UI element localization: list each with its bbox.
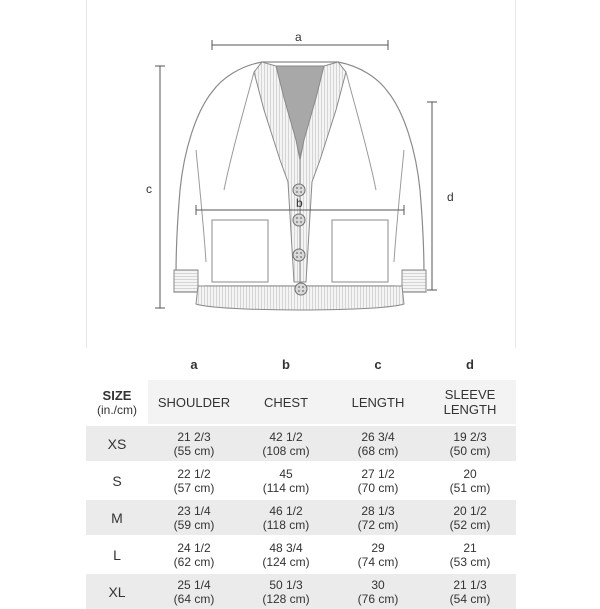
measurement-cell <box>148 536 240 573</box>
inch-value: 21 2/3 <box>177 429 211 444</box>
cm-value: (70 cm) <box>357 480 399 495</box>
measurement-cell <box>240 425 332 462</box>
inch-value: 28 1/3 <box>361 503 395 518</box>
inch-value: 50 1/3 <box>269 577 303 592</box>
inch-value: 45 <box>279 466 293 481</box>
measurement-cell <box>148 573 240 609</box>
cm-value: (74 cm) <box>357 554 399 569</box>
column-letter-a: a <box>148 348 240 380</box>
cm-value: (68 cm) <box>357 443 399 458</box>
cm-value: (64 cm) <box>173 591 215 606</box>
size-label: M <box>86 499 148 536</box>
inch-value: 46 1/2 <box>269 503 303 518</box>
cm-value: (53 cm) <box>449 554 491 569</box>
cm-value: (59 cm) <box>173 517 215 532</box>
column-name-chest: CHEST <box>240 380 332 425</box>
measurement-cell <box>424 536 516 573</box>
inch-value: 19 2/3 <box>453 429 487 444</box>
inch-value: 20 <box>463 466 477 481</box>
cm-value: (52 cm) <box>449 517 491 532</box>
column-letter-row <box>86 348 516 380</box>
column-name-sleeve-length: SLEEVE LENGTH <box>424 380 516 425</box>
measurement-cell <box>424 462 516 499</box>
cm-value: (114 cm) <box>262 480 310 495</box>
inch-value: 23 1/4 <box>177 503 211 518</box>
cm-value: (108 cm) <box>262 443 310 458</box>
inch-value: 48 3/4 <box>269 540 303 555</box>
cm-value: (50 cm) <box>449 443 491 458</box>
size-unit: (in./cm) <box>97 402 137 417</box>
corner-cell <box>86 348 148 380</box>
inch-value: 21 1/3 <box>453 577 487 592</box>
measurement-cell <box>148 499 240 536</box>
column-letter-c: c <box>332 348 424 380</box>
measurement-cell <box>332 573 424 609</box>
dimension-label-d: d <box>447 190 454 204</box>
cm-value: (51 cm) <box>449 480 491 495</box>
measurement-cell <box>424 425 516 462</box>
right-cuff <box>402 270 426 292</box>
cm-value: (76 cm) <box>357 591 399 606</box>
measurement-cell <box>424 573 516 609</box>
inch-value: 24 1/2 <box>177 540 211 555</box>
cm-value: (55 cm) <box>173 443 215 458</box>
table-row <box>86 536 516 573</box>
left-cuff <box>174 270 198 292</box>
size-label: XS <box>86 425 148 462</box>
column-name-row <box>86 380 516 425</box>
size-label: S <box>86 462 148 499</box>
dimension-label-a: a <box>295 30 302 44</box>
cm-value: (128 cm) <box>262 591 310 606</box>
cm-value: (62 cm) <box>173 554 215 569</box>
inch-value: 26 3/4 <box>361 429 395 444</box>
column-letter-d: d <box>424 348 516 380</box>
measurement-cell <box>424 499 516 536</box>
dimension-label-b: b <box>296 196 303 210</box>
left-pocket <box>212 220 268 282</box>
dimension-label-c: c <box>146 182 152 196</box>
inch-value: 29 <box>371 540 385 555</box>
inch-value: 42 1/2 <box>269 429 303 444</box>
column-letter-b: b <box>240 348 332 380</box>
measurement-cell <box>240 573 332 609</box>
table-row <box>86 499 516 536</box>
measurement-cell <box>240 499 332 536</box>
size-table <box>86 348 516 609</box>
inch-value: 25 1/4 <box>177 577 211 592</box>
measurement-cell <box>332 462 424 499</box>
right-pocket <box>332 220 388 282</box>
table-row <box>86 462 516 499</box>
size-title: SIZE <box>102 387 132 403</box>
column-name-shoulder: SHOULDER <box>148 380 240 425</box>
size-rows <box>86 425 516 609</box>
measurement-cell <box>332 499 424 536</box>
measurement-cell <box>148 425 240 462</box>
cm-value: (54 cm) <box>449 591 491 606</box>
cm-value: (57 cm) <box>173 480 215 495</box>
cm-value: (124 cm) <box>262 554 310 569</box>
measurement-cell <box>240 462 332 499</box>
cm-value: (118 cm) <box>262 517 310 532</box>
size-label: L <box>86 536 148 573</box>
inch-value: 21 <box>463 540 477 555</box>
measurement-cell <box>148 462 240 499</box>
inch-value: 20 1/2 <box>453 503 487 518</box>
measurement-cell <box>332 536 424 573</box>
inch-value: 27 1/2 <box>361 466 395 481</box>
cm-value: (72 cm) <box>357 517 399 532</box>
measurement-cell <box>240 536 332 573</box>
measurement-cell <box>332 425 424 462</box>
inch-value: 22 1/2 <box>177 466 211 481</box>
column-name-length: LENGTH <box>332 380 424 425</box>
size-header-cell <box>86 380 148 425</box>
table-row <box>86 573 516 609</box>
inch-value: 30 <box>371 577 385 592</box>
table-row <box>86 425 516 462</box>
size-label: XL <box>86 573 148 609</box>
